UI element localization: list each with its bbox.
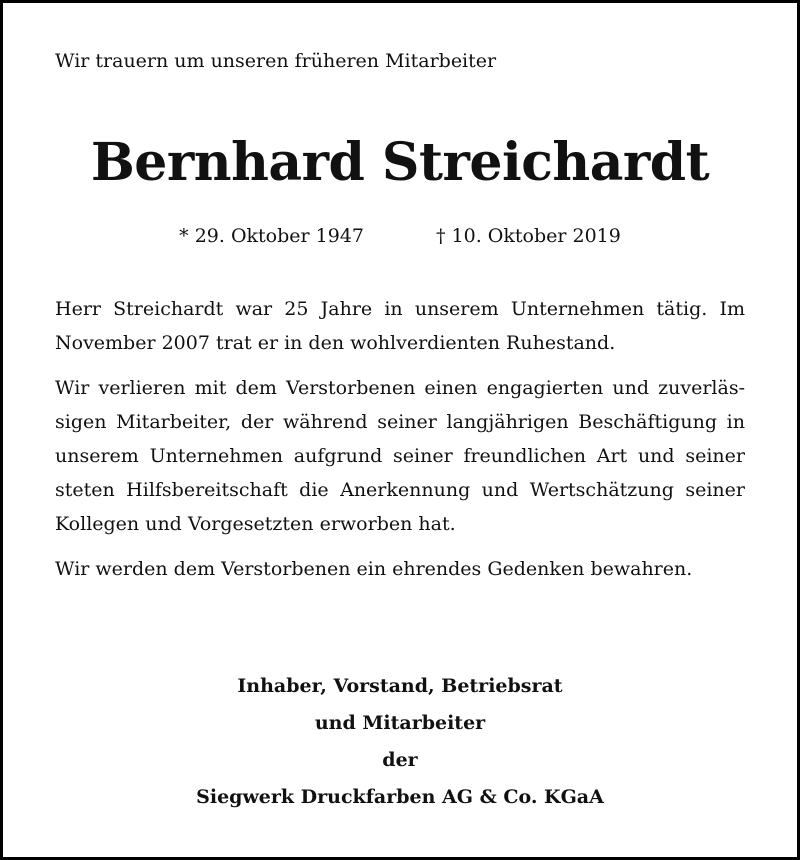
body-paragraph: Wir werden dem Verstorbenen ein ehrendes Gedenken bewahren. xyxy=(55,558,693,580)
birth-date: * 29. Oktober 1947 xyxy=(179,225,364,247)
signature-line: der xyxy=(382,749,418,771)
intro-line: Wir trauern um unseren früheren Mitarbeiter xyxy=(55,50,497,72)
company-name: Siegwerk Druckfarben AG & Co. KGaA xyxy=(196,786,604,808)
signature-block xyxy=(0,668,800,816)
death-date: † 10. Oktober 2019 xyxy=(436,225,621,247)
body-paragraph: Wir verlieren mit dem Verstorbenen einen engagierten und zuverlässigen Mitarbeiter, der während seiner langjährigen Beschäftigung in unserem Unternehmen aufgrund seiner freundlichen Art und seiner steten Hilfsbereitschaft die Anerkennung und Wertschätzung seiner Kollegen und Vorgesetzten erworben hat. xyxy=(55,377,745,535)
life-dates xyxy=(0,221,800,251)
notice-body xyxy=(55,292,745,597)
signature-line: und Mitarbeiter xyxy=(314,712,486,734)
deceased-name: Bernhard Streichardt xyxy=(90,132,710,193)
body-paragraph: Herr Streichardt war 25 Jahre in unserem Unternehmen tätig. Im November 2007 trat er in den wohlverdienten Ruhestand. xyxy=(55,298,745,354)
signature-line: Inhaber, Vorstand, Betriebsrat xyxy=(237,675,563,697)
